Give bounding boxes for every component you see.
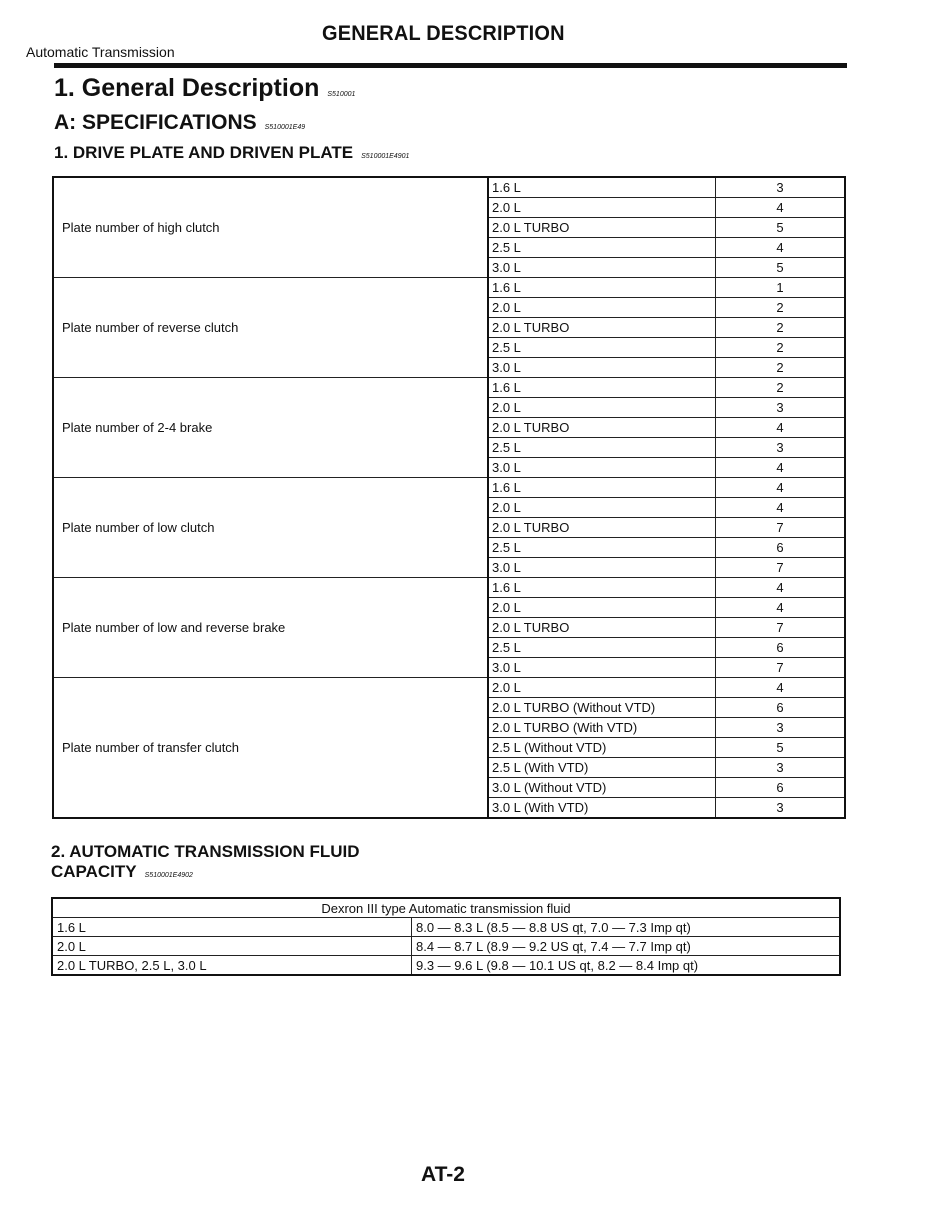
plate-count: 3 xyxy=(716,798,846,819)
plate-count: 4 xyxy=(716,678,846,698)
plate-count: 4 xyxy=(716,238,846,258)
heading-general-description xyxy=(54,74,355,103)
item-label: Plate number of low and reverse brake xyxy=(53,578,488,678)
engine-variant: 3.0 L xyxy=(488,358,716,378)
plate-count: 4 xyxy=(716,578,846,598)
plate-count: 4 xyxy=(716,458,846,478)
engine-variant: 1.6 L xyxy=(488,378,716,398)
engine-variant: 2.0 L TURBO xyxy=(488,418,716,438)
plate-count: 4 xyxy=(716,598,846,618)
engine-variant: 2.0 L TURBO xyxy=(488,618,716,638)
engine-variant: 2.0 L TURBO xyxy=(488,218,716,238)
plate-count: 7 xyxy=(716,558,846,578)
plate-count: 4 xyxy=(716,418,846,438)
engine-variant: 2.0 L xyxy=(488,498,716,518)
engine-variant: 2.5 L xyxy=(488,538,716,558)
table-row xyxy=(53,578,845,598)
plate-count: 6 xyxy=(716,538,846,558)
plate-count: 2 xyxy=(716,358,846,378)
fluid-capacity-table xyxy=(51,897,841,976)
engine-variant: 2.0 L TURBO (With VTD) xyxy=(488,718,716,738)
engine-variant: 2.5 L xyxy=(488,338,716,358)
plate-count: 7 xyxy=(716,518,846,538)
heading-specifications xyxy=(54,111,305,135)
heading-text: A: SPECIFICATIONS xyxy=(54,111,257,134)
heading-code: S510001E49 xyxy=(264,124,306,131)
item-label: Plate number of transfer clutch xyxy=(53,678,488,819)
heading-fluid-capacity xyxy=(51,842,360,886)
engine-variant: 3.0 L (With VTD) xyxy=(488,798,716,819)
engine-variant: 3.0 L xyxy=(488,458,716,478)
plate-count: 4 xyxy=(716,498,846,518)
engine-variant: 2.5 L (With VTD) xyxy=(488,758,716,778)
engine-variant: 2.5 L xyxy=(488,438,716,458)
plate-count: 4 xyxy=(716,478,846,498)
plate-count: 6 xyxy=(716,778,846,798)
engine-variant: 3.0 L xyxy=(488,658,716,678)
engine-variant: 2.5 L xyxy=(488,238,716,258)
item-label: Plate number of low clutch xyxy=(53,478,488,578)
table-row xyxy=(53,177,845,198)
heading-code: S510001E4901 xyxy=(361,153,410,160)
engine-variant: 2.5 L (Without VTD) xyxy=(488,738,716,758)
table-row xyxy=(53,378,845,398)
engine-variant: 2.0 L xyxy=(488,598,716,618)
plate-count: 6 xyxy=(716,638,846,658)
plate-count: 4 xyxy=(716,198,846,218)
engine-variant: 2.0 L TURBO (Without VTD) xyxy=(488,698,716,718)
table-row xyxy=(53,478,845,498)
engine-variant: 3.0 L xyxy=(488,258,716,278)
fluid-type-header: Dexron III type Automatic transmission fluid xyxy=(52,898,840,918)
page-number: AT-2 xyxy=(421,1163,465,1186)
plate-count: 5 xyxy=(716,738,846,758)
engine-variant: 2.0 L xyxy=(488,398,716,418)
table-row xyxy=(53,278,845,298)
engine-variant: 1.6 L xyxy=(488,578,716,598)
plate-count: 2 xyxy=(716,378,846,398)
heading-code: S510001E4902 xyxy=(144,872,193,879)
plate-count: 3 xyxy=(716,438,846,458)
engine-variant: 3.0 L (Without VTD) xyxy=(488,778,716,798)
table-row xyxy=(53,678,845,698)
fluid-capacity: 9.3 — 9.6 L (9.8 — 10.1 US qt, 8.2 — 8.4 Imp qt) xyxy=(412,956,841,976)
plate-count: 2 xyxy=(716,318,846,338)
heading-text: 1. DRIVE PLATE AND DRIVEN PLATE xyxy=(54,143,354,162)
plate-count: 3 xyxy=(716,718,846,738)
plate-count: 3 xyxy=(716,398,846,418)
engine-label: 2.0 L xyxy=(52,937,412,956)
engine-variant: 2.0 L xyxy=(488,298,716,318)
plate-count: 7 xyxy=(716,658,846,678)
header-title: GENERAL DESCRIPTION xyxy=(322,22,565,45)
plate-count: 5 xyxy=(716,258,846,278)
heading-drive-plate xyxy=(54,143,409,163)
fluid-capacity: 8.0 — 8.3 L (8.5 — 8.8 US qt, 7.0 — 7.3 Imp qt) xyxy=(412,918,841,937)
engine-variant: 1.6 L xyxy=(488,478,716,498)
plate-count: 3 xyxy=(716,758,846,778)
engine-variant: 3.0 L xyxy=(488,558,716,578)
engine-variant: 2.5 L xyxy=(488,638,716,658)
item-label: Plate number of reverse clutch xyxy=(53,278,488,378)
heading-text: 1. General Description xyxy=(54,74,320,102)
item-label: Plate number of 2-4 brake xyxy=(53,378,488,478)
plate-count: 6 xyxy=(716,698,846,718)
table-header-row xyxy=(52,898,840,918)
table-row xyxy=(52,956,840,976)
plate-count: 2 xyxy=(716,298,846,318)
plate-count: 1 xyxy=(716,278,846,298)
plate-count: 7 xyxy=(716,618,846,638)
heading-text-line2: CAPACITY xyxy=(51,862,137,881)
header-rule xyxy=(54,63,847,68)
plate-count: 3 xyxy=(716,177,846,198)
engine-label: 1.6 L xyxy=(52,918,412,937)
engine-variant: 1.6 L xyxy=(488,278,716,298)
engine-variant: 2.0 L xyxy=(488,198,716,218)
fluid-capacity: 8.4 — 8.7 L (8.9 — 9.2 US qt, 7.4 — 7.7 Imp qt) xyxy=(412,937,841,956)
table-row xyxy=(52,918,840,937)
item-label: Plate number of high clutch xyxy=(53,177,488,278)
plate-spec-table xyxy=(52,176,846,819)
heading-text-line1: 2. AUTOMATIC TRANSMISSION FLUID xyxy=(51,842,360,861)
heading-code: S510001 xyxy=(327,91,356,98)
engine-variant: 2.0 L TURBO xyxy=(488,318,716,338)
engine-variant: 1.6 L xyxy=(488,177,716,198)
table-row xyxy=(52,937,840,956)
section-name: Automatic Transmission xyxy=(26,44,175,60)
engine-label: 2.0 L TURBO, 2.5 L, 3.0 L xyxy=(52,956,412,976)
engine-variant: 2.0 L xyxy=(488,678,716,698)
plate-count: 2 xyxy=(716,338,846,358)
plate-count: 5 xyxy=(716,218,846,238)
engine-variant: 2.0 L TURBO xyxy=(488,518,716,538)
